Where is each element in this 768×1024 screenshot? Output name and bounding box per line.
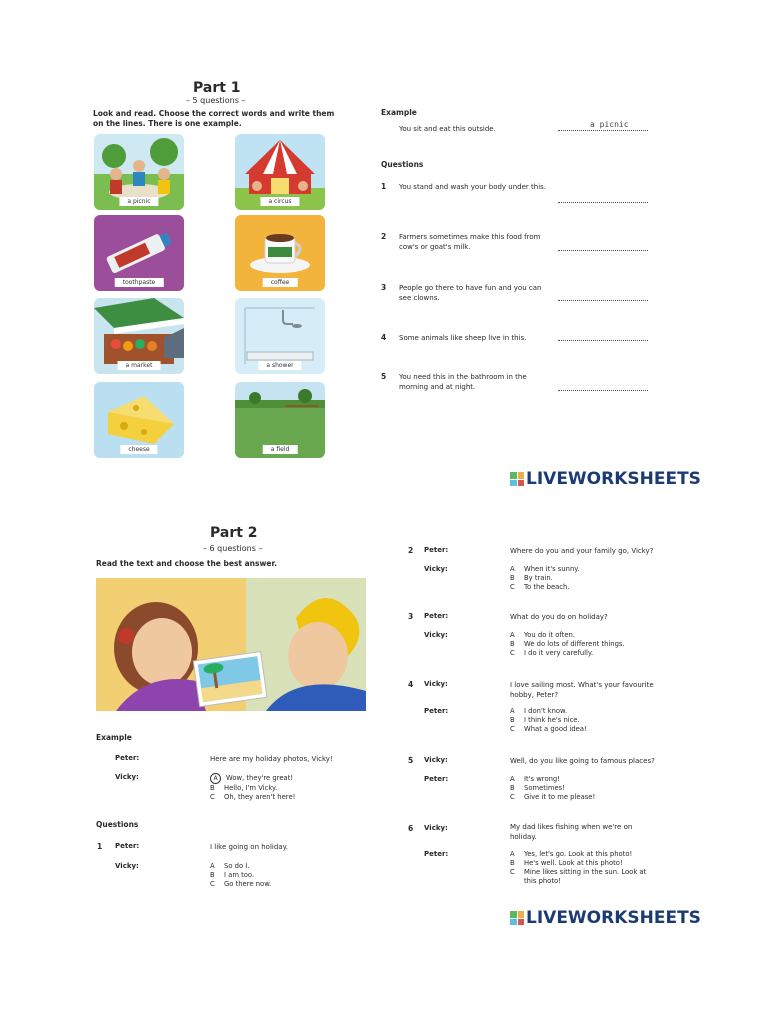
speaker: Vicky: bbox=[115, 773, 139, 781]
option-a[interactable]: A When it's sunny. bbox=[510, 565, 580, 573]
option-a[interactable]: A I don't know. bbox=[510, 707, 568, 715]
speaker: Peter: bbox=[424, 612, 449, 620]
question-options bbox=[510, 565, 579, 592]
question-options bbox=[510, 707, 587, 734]
option-b[interactable]: B I think he's nice. bbox=[510, 716, 580, 724]
part1-instructions: Look and read. Choose the correct words and write them on the lines. There is one example. bbox=[93, 109, 335, 128]
option-b[interactable]: B I am too. bbox=[210, 871, 255, 879]
part1-subtitle: – 5 questions – bbox=[186, 96, 246, 105]
picture-shower bbox=[235, 298, 325, 374]
dialogue-line: I like going on holiday. bbox=[210, 843, 288, 851]
part2-instructions: Read the text and choose the best answer. bbox=[96, 559, 277, 568]
question-number: 1 bbox=[381, 182, 387, 191]
question-number: 5 bbox=[381, 372, 387, 381]
caption-cheese: cheese bbox=[120, 445, 157, 454]
example-options bbox=[210, 773, 295, 802]
selected-answer-circle: A bbox=[210, 773, 221, 784]
part1-example-text: You sit and eat this outside. bbox=[399, 125, 496, 133]
speaker: Peter: bbox=[424, 775, 449, 783]
example-answer-line bbox=[558, 130, 648, 131]
speaker: Vicky: bbox=[424, 824, 448, 832]
question-text: People go there to have fun and you can see clowns. bbox=[399, 284, 542, 302]
option-c[interactable]: C What a good idea! bbox=[510, 725, 587, 733]
question-text: You stand and wash your body under this. bbox=[399, 183, 547, 191]
dialogue-line: Here are my holiday photos, Vicky! bbox=[210, 755, 333, 763]
speaker: Peter: bbox=[115, 754, 140, 762]
question-number: 5 bbox=[408, 756, 414, 765]
option-b[interactable]: B Sometimes! bbox=[510, 784, 565, 792]
option-c[interactable]: C Go there now. bbox=[210, 880, 272, 888]
speaker: Peter: bbox=[115, 842, 140, 850]
question-number: 6 bbox=[408, 824, 414, 833]
answer-line-1[interactable] bbox=[558, 202, 648, 203]
question-text: Some animals like sheep live in this. bbox=[399, 334, 527, 342]
part1-title: Part 1 bbox=[193, 80, 241, 96]
caption-picnic: a picnic bbox=[119, 197, 158, 206]
question-number: 2 bbox=[408, 546, 414, 555]
brand-text: LIVEWORKSHEETS bbox=[526, 908, 701, 928]
question-text: Farmers sometimes make this food from cow's or goat's milk. bbox=[399, 233, 541, 251]
dialogue-line: My dad likes fishing when we're on holiday. bbox=[510, 823, 633, 841]
liveworksheets-logo bbox=[510, 907, 701, 929]
answer-line-3[interactable] bbox=[558, 300, 648, 301]
part1-questions-heading: Questions bbox=[381, 160, 424, 169]
example-option-b: B Hello, I'm Vicky. bbox=[210, 784, 278, 792]
option-c[interactable]: C To the beach. bbox=[510, 583, 570, 591]
caption-market: a market bbox=[118, 361, 161, 370]
speaker: Vicky: bbox=[424, 756, 448, 764]
question-number: 3 bbox=[381, 283, 387, 292]
dialogue-line: I love sailing most. What's your favourite hobby, Peter? bbox=[510, 681, 654, 699]
question-number: 2 bbox=[381, 232, 387, 241]
option-a[interactable]: A It's wrong! bbox=[510, 775, 560, 783]
picture-market bbox=[94, 298, 184, 374]
brand-text: LIVEWORKSHEETS bbox=[526, 469, 701, 489]
dialogue-line: What do you do on holiday? bbox=[510, 613, 608, 621]
speaker: Vicky: bbox=[424, 631, 448, 639]
example-answer: a picnic bbox=[590, 120, 629, 129]
question-options bbox=[510, 631, 625, 658]
option-b[interactable]: B He's well. Look at this photo! bbox=[510, 859, 623, 867]
liveworksheets-logo-icon bbox=[510, 911, 524, 925]
option-c[interactable]: C I do it very carefully. bbox=[510, 649, 594, 657]
question-number: 3 bbox=[408, 612, 414, 621]
question-text: You need this in the bathroom in the morning and at night. bbox=[399, 373, 527, 391]
option-a[interactable]: A So do I. bbox=[210, 862, 250, 870]
caption-coffee: coffee bbox=[263, 278, 298, 287]
example-option-a: A Wow, they're great! bbox=[210, 773, 295, 784]
picture-picnic bbox=[94, 134, 184, 210]
speaker: Vicky: bbox=[115, 862, 139, 870]
question-options bbox=[510, 775, 595, 802]
question-number: 4 bbox=[408, 680, 414, 689]
example-option-c: C Oh, they aren't here! bbox=[210, 793, 296, 801]
question-options bbox=[210, 862, 271, 889]
option-a[interactable]: A You do it often. bbox=[510, 631, 575, 639]
caption-toothpaste: toothpaste bbox=[115, 278, 164, 287]
question-number: 1 bbox=[97, 842, 103, 851]
part2-title: Part 2 bbox=[210, 525, 258, 541]
part2-example-heading: Example bbox=[96, 733, 132, 742]
speaker: Peter: bbox=[424, 850, 449, 858]
answer-line-4[interactable] bbox=[558, 340, 648, 341]
option-c[interactable]: C Give it to me please! bbox=[510, 793, 596, 801]
part1-example-heading: Example bbox=[381, 108, 417, 117]
part2-subtitle: – 6 questions – bbox=[203, 544, 263, 553]
option-b[interactable]: B We do lots of different things. bbox=[510, 640, 625, 648]
dialogue-line: Where do you and your family go, Vicky? bbox=[510, 547, 654, 555]
speaker: Peter: bbox=[424, 707, 449, 715]
answer-line-2[interactable] bbox=[558, 250, 648, 251]
picture-toothpaste bbox=[94, 215, 184, 291]
caption-circus: a circus bbox=[260, 197, 299, 206]
picture-cheese bbox=[94, 382, 184, 458]
picture-field bbox=[235, 382, 325, 458]
speaker: Peter: bbox=[424, 546, 449, 554]
option-b[interactable]: B By train. bbox=[510, 574, 553, 582]
caption-field: a field bbox=[263, 445, 298, 454]
liveworksheets-logo bbox=[510, 468, 701, 490]
part2-questions-heading: Questions bbox=[96, 820, 139, 829]
picture-circus bbox=[235, 134, 325, 210]
dialogue-line: Well, do you like going to famous places? bbox=[510, 757, 655, 765]
speaker: Vicky: bbox=[424, 565, 448, 573]
question-number: 4 bbox=[381, 333, 387, 342]
speaker: Vicky: bbox=[424, 680, 448, 688]
question-options bbox=[510, 850, 680, 886]
picture-coffee bbox=[235, 215, 325, 291]
answer-line-5[interactable] bbox=[558, 390, 648, 391]
caption-shower: a shower bbox=[258, 361, 301, 370]
children-photo-illustration bbox=[96, 578, 366, 711]
liveworksheets-logo-icon bbox=[510, 472, 524, 486]
option-a[interactable]: A Yes, let's go. Look at this photo! bbox=[510, 850, 633, 858]
option-c[interactable]: C Mine likes sitting in the sun. Look at this photo! bbox=[510, 868, 647, 885]
